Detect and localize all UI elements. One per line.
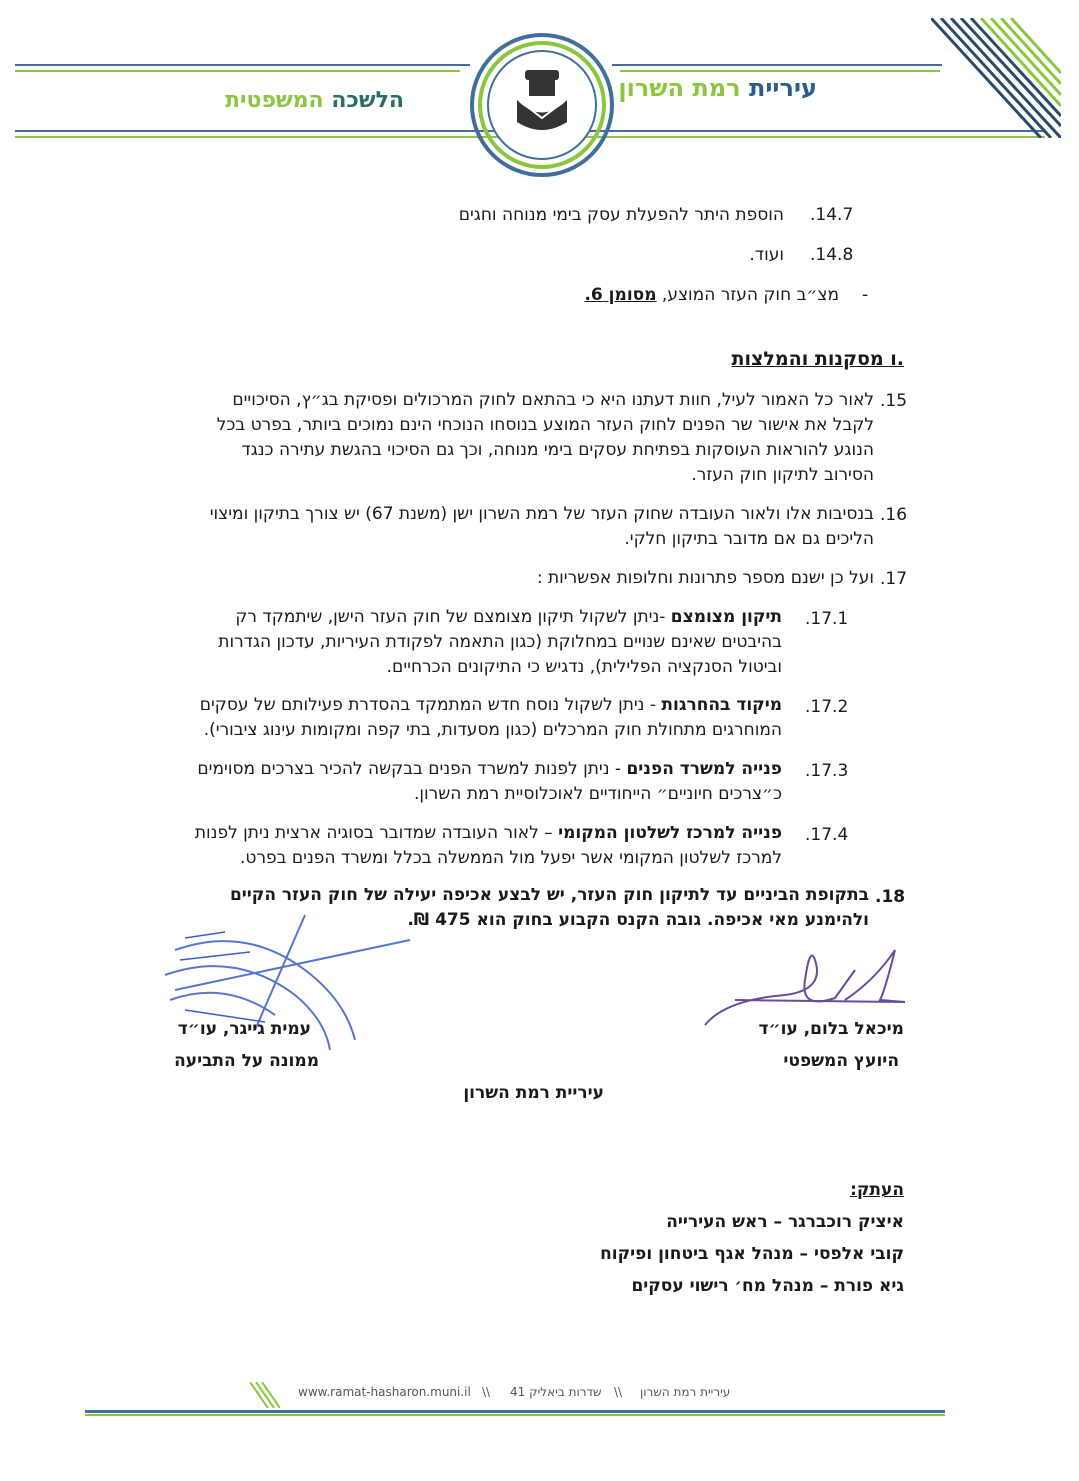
paragraph-line	[152, 821, 782, 846]
paragraph-17-4	[152, 821, 782, 871]
item-text: הוספת היתר להפעלת עסק בימי מנוחה וחגים	[458, 205, 784, 225]
dept-name	[225, 88, 404, 113]
subparagraph-title: פנייה למשרד הפנים	[626, 759, 782, 779]
paragraph-line: כ״צרכים חיוניים״ הייחודיים לאוכלוסיית רמת השרון.	[414, 784, 782, 804]
item-text: ועוד.	[749, 245, 784, 265]
paragraph-17-1	[152, 605, 782, 680]
paragraph-line: לאור כל האמור לעיל, חוות דעתנו היא כי בהתאם לחוק המרכולים ופסיקת בג״ץ, הסיכויים	[232, 390, 874, 410]
item-number: .14.7	[810, 205, 854, 225]
attachment-dash: -	[862, 285, 869, 305]
org-name	[618, 74, 817, 102]
paragraph-number: .18	[875, 887, 906, 907]
paragraph-17-3	[152, 757, 782, 807]
subparagraph-title: תיקון מצומצם	[670, 607, 782, 627]
copies-item: קובי אלפסי – מנהל אגף ביטחון ופיקוח	[600, 1244, 904, 1264]
section-number: .ו	[890, 348, 904, 370]
subparagraph-number: .17.3	[805, 761, 849, 781]
footer-separator: \\	[614, 1385, 623, 1399]
subparagraph-title: מיקוד בהחרגות	[661, 695, 782, 715]
paragraph-line	[152, 693, 782, 718]
paragraph-text: - ניתן לפנות למשרד הפנים בבקשה להכיר בצרכים מסוימים	[197, 759, 622, 779]
paragraph-line: ולהימנע מאי אכיפה. גובה הקנס הקבוע בחוק הוא 475 ₪.	[407, 910, 869, 930]
subparagraph-number: .17.2	[805, 697, 849, 717]
subparagraph-number: .17.4	[805, 825, 849, 845]
dept-name-main: המשפטית	[225, 88, 324, 113]
paragraph-line: בתקופת הביניים עד לתיקון חוק העזר, יש לבצע אכיפה יעילה של חוק העזר הקיים	[229, 885, 869, 905]
municipality-emblem-icon	[467, 30, 617, 180]
footer-address: שדרות ביאליק 41	[510, 1385, 602, 1399]
paragraph-line: לקבל את אישור שר הפנים לחוק העזר המוצע בנוסחו הנוכחי הינם נמוכים ביותר, בפרט בכל	[216, 415, 874, 435]
section-title: מסקנות והמלצות	[731, 348, 884, 370]
copies-title: העתק:	[850, 1180, 904, 1200]
signature-right-role: היועץ המשפטי	[783, 1051, 899, 1071]
paragraph-number: .17	[880, 569, 908, 589]
footer-separator: \\	[482, 1385, 491, 1399]
signature-org: עיריית רמת השרון	[463, 1083, 604, 1103]
section-heading	[504, 347, 904, 372]
paragraph-17	[154, 566, 874, 591]
header-line-right-green	[620, 70, 940, 72]
paragraph-line: בנסיבות אלו ולאור העובדה שחוק העזר של רמת השרון ישן (משנת 67) יש צורך בתיקון ומיצוי	[209, 504, 874, 524]
paragraph-text: -ניתן לשקול תיקון מצומצם של חוק העזר הישן, שיתמקד רק	[235, 607, 666, 627]
signature-right-name: מיכאל בלום, עו״ד	[758, 1019, 904, 1039]
footer-website: www.ramat-hasharon.muni.il	[298, 1385, 471, 1399]
copies-item: גיא פורת – מנהל מח׳ רישוי עסקים	[631, 1276, 904, 1296]
paragraph-line	[152, 605, 782, 630]
header-line-left	[15, 64, 470, 66]
paragraph-line: למרכז לשלטון המקומי אשר יפעל מול הממשלה בכלל ומשרד הפנים בפרט.	[240, 848, 782, 868]
header-stripes-decoration	[931, 18, 1061, 138]
footer-stripes-icon	[250, 1382, 280, 1408]
signature-left-name: עמית גייגר, עו״ד	[177, 1019, 311, 1039]
dept-name-prefix: הלשכה	[331, 88, 404, 113]
item-number: .14.8	[810, 245, 854, 265]
paragraph-line: הסירוב לתיקון חוק העזר.	[691, 465, 874, 485]
paragraph-line: בהיבטים שאינם שנויים במחלוקת (כגון התאמה לפקודת העיריות, עדכון הגדרות	[218, 632, 782, 652]
subparagraph-title: פנייה למרכז לשלטון המקומי	[558, 823, 782, 843]
attachment-marker: מסומן 6.	[584, 285, 657, 305]
copies-item: איציק רוכברגר – ראש העירייה	[666, 1212, 904, 1232]
footer-org: עיריית רמת השרון	[640, 1385, 731, 1399]
paragraph-number: .16	[880, 505, 908, 525]
footer-line-green	[85, 1414, 945, 1416]
attachment-line	[239, 283, 839, 308]
org-name-main: רמת השרון	[618, 74, 741, 102]
subparagraph-number: .17.1	[805, 609, 849, 629]
paragraph-17-2	[152, 693, 782, 743]
paragraph-16	[154, 502, 874, 552]
paragraph-text: - ניתן לשקול נוסח חדש המתמקד בהסדרת פעילותם של עסקים	[199, 695, 657, 715]
paragraph-text: – לאור העובדה שמדובר בסוגיה ארצית ניתן לפנות	[194, 823, 553, 843]
paragraph-line: הליכים גם אם מדובר בתיקון חלקי.	[624, 529, 874, 549]
header-line-right	[612, 64, 942, 66]
paragraph-15	[154, 388, 874, 488]
org-name-prefix: עיריית	[748, 74, 817, 102]
paragraph-line	[152, 757, 782, 782]
paragraph-line: ועל כן ישנם מספר פתרונות וחלופות אפשריות :	[536, 568, 874, 588]
signature-left-role: ממונה על התביעה	[174, 1051, 319, 1071]
paragraph-number: .15	[880, 391, 908, 411]
header-line-left-green	[15, 70, 460, 72]
paragraph-line: הנוגע להוראות העוסקות בפתיחת עסקים בימי מנוחה, וכך גם הסיכוי בהגשת עתירה כנגד	[241, 440, 874, 460]
paragraph-line: וביטול הסנקציה הפלילית), נדגיש כי התיקונים הכרחיים.	[386, 657, 782, 677]
paragraph-line: המוחרגים מתחולת חוק המרכלים (כגון מסעדות, בתי קפה ומקומות עינוג ציבורי).	[203, 720, 782, 740]
footer-line	[85, 1410, 945, 1413]
attachment-text: מצ״ב חוק העזר המוצע,	[661, 285, 839, 305]
